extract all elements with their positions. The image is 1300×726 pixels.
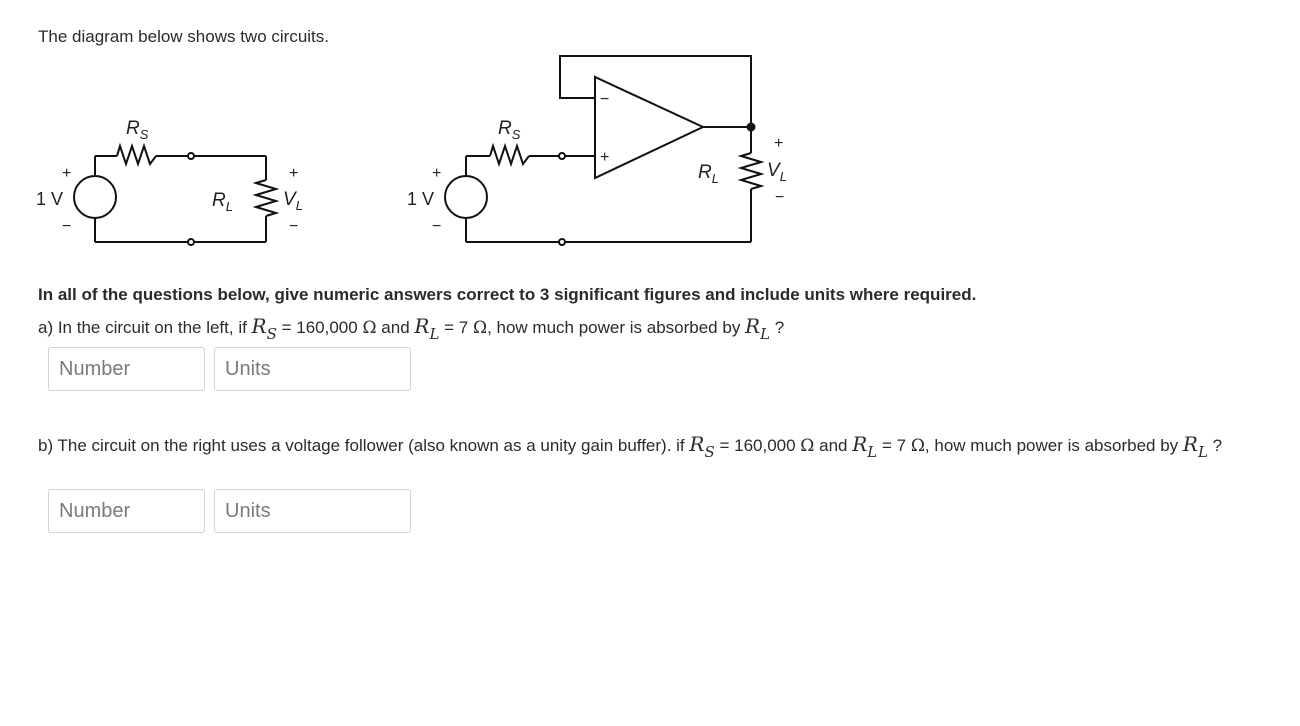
left-rs-resistor [117, 146, 156, 164]
op-amp [595, 77, 703, 178]
right-rl-resistor [741, 153, 761, 189]
right-source-minus: − [432, 218, 442, 235]
right-rl-label: $R_L$ [698, 162, 719, 186]
question-a-text: a) In the circuit on the left, if $R_S = 160,000$ Ω and $R_L = 7$ Ω, how much power is absorbed by $R_L$ ? [38, 314, 785, 343]
right-rs-label: $R_S$ [498, 118, 521, 142]
left-source-voltage: 1 V [36, 189, 64, 209]
left-rs-label: $R_S$ [126, 118, 149, 142]
right-source-voltage: 1 V [407, 189, 435, 209]
left-source-plus: + [62, 165, 72, 182]
left-vl-minus: − [289, 218, 299, 235]
question-b-text: b) The circuit on the right uses a voltage follower (also known as a unity gain buffer). if $R_S = 160,000$ Ω and $R_L = 7$ Ω, how much power is absorbed by $R_L$ ? [38, 432, 1223, 461]
right-rs-resistor [490, 146, 529, 164]
instructions: In all of the questions below, give numeric answers correct to 3 significant figures and include units where required. [38, 285, 977, 304]
left-circuit [74, 146, 276, 245]
right-vl-label: $V_L$ [767, 160, 787, 184]
left-voltage-source [74, 176, 116, 218]
answer-b-number-input[interactable] [48, 489, 205, 533]
answer-a-units-input[interactable] [214, 347, 411, 391]
left-source-minus: − [62, 218, 72, 235]
answer-b-units-input[interactable] [214, 489, 411, 533]
right-vl-minus: − [775, 189, 785, 206]
left-vl-plus: + [289, 165, 299, 182]
left-rl-label: $R_L$ [212, 190, 233, 214]
opamp-inverting-minus: − [600, 91, 610, 108]
circuit-diagram [0, 0, 1300, 260]
intro-text: The diagram below shows two circuits. [38, 27, 330, 46]
right-voltage-source [445, 176, 487, 218]
right-source-plus: + [432, 165, 442, 182]
opamp-noninverting-plus: + [600, 149, 610, 166]
left-vl-label: $V_L$ [283, 189, 303, 213]
answer-a-number-input[interactable] [48, 347, 205, 391]
left-rl-resistor [256, 180, 276, 216]
right-vl-plus: + [774, 135, 784, 152]
